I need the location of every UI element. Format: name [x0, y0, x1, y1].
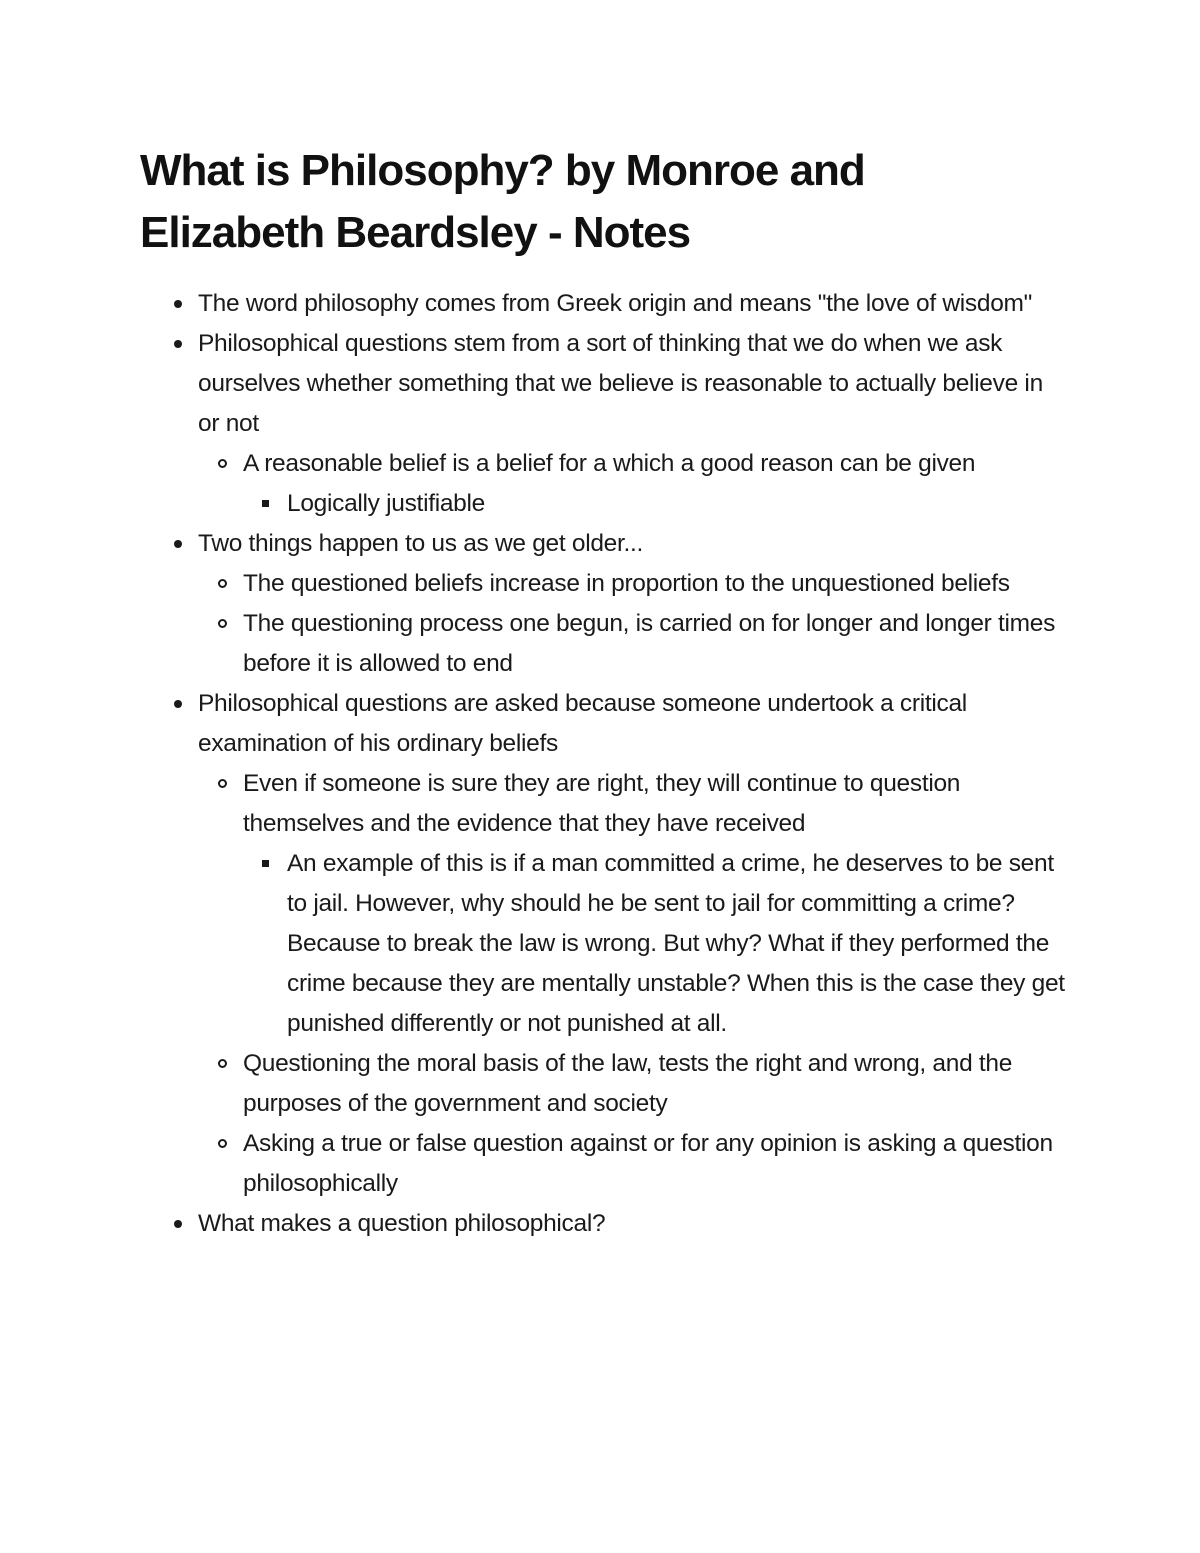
square-bullet-icon [262, 860, 269, 867]
sub-sub-list [287, 484, 1068, 524]
list-item [287, 484, 1068, 524]
list-item [243, 764, 1068, 1044]
list-item [198, 1204, 1068, 1244]
circle-bullet-icon [218, 779, 227, 788]
list-item [243, 1044, 1068, 1124]
list-item-text: An example of this is if a man committed a crime, he deserves to be sent to jail. However, why should he be sent to jail for committing a crime? Because to break the law is wrong. But why? What if they performed the crime because they are mentally unstable? When this is the case they get punished differently or not punished at all. [287, 850, 1065, 1037]
disc-bullet-icon [174, 1220, 182, 1228]
list-item-text: What makes a question philosophical? [198, 1210, 606, 1237]
disc-bullet-icon [174, 700, 182, 708]
list-item [198, 324, 1068, 524]
list-item-text: Philosophical questions are asked because someone undertook a critical examination of his ordinary beliefs [198, 690, 967, 757]
list-item [198, 284, 1068, 324]
list-item-text: The questioned beliefs increase in proportion to the unquestioned beliefs [243, 570, 1010, 597]
list-item [287, 844, 1068, 1044]
page-title: What is Philosophy? by Monroe and Elizabeth Beardsley - Notes [140, 146, 865, 257]
list-item-text: Philosophical questions stem from a sort of thinking that we do when we ask ourselves whether something that we believe is reasonable to actually believe in or not [198, 330, 1043, 437]
notes-list [198, 284, 1068, 1244]
list-item [243, 564, 1068, 604]
list-item-text: The questioning process one begun, is carried on for longer and longer times before it is allowed to end [243, 610, 1056, 677]
square-bullet-icon [262, 500, 269, 507]
disc-bullet-icon [174, 300, 182, 308]
list-item-text: Logically justifiable [287, 490, 485, 517]
sub-list [243, 444, 1068, 524]
sub-list [243, 564, 1068, 684]
list-item [198, 684, 1068, 1204]
list-item-text: Asking a true or false question against or for any opinion is asking a question philosophically [243, 1130, 1053, 1197]
disc-bullet-icon [174, 540, 182, 548]
list-item [243, 444, 1068, 524]
sub-sub-list [287, 844, 1068, 1044]
circle-bullet-icon [218, 619, 227, 628]
list-item-text: Even if someone is sure they are right, they will continue to question themselves and the evidence that they have received [243, 770, 961, 837]
list-item-text: The word philosophy comes from Greek origin and means "the love of wisdom" [198, 290, 1033, 317]
list-item-text: Two things happen to us as we get older... [198, 530, 644, 557]
circle-bullet-icon [218, 459, 227, 468]
disc-bullet-icon [174, 340, 182, 348]
circle-bullet-icon [218, 579, 227, 588]
circle-bullet-icon [218, 1139, 227, 1148]
list-item [198, 524, 1068, 684]
circle-bullet-icon [218, 1059, 227, 1068]
list-item-text: A reasonable belief is a belief for a which a good reason can be given [243, 450, 976, 477]
list-item [243, 1124, 1068, 1204]
list-item-text: Questioning the moral basis of the law, tests the right and wrong, and the purposes of the government and society [243, 1050, 1013, 1117]
list-item [243, 604, 1068, 684]
sub-list [243, 764, 1068, 1204]
